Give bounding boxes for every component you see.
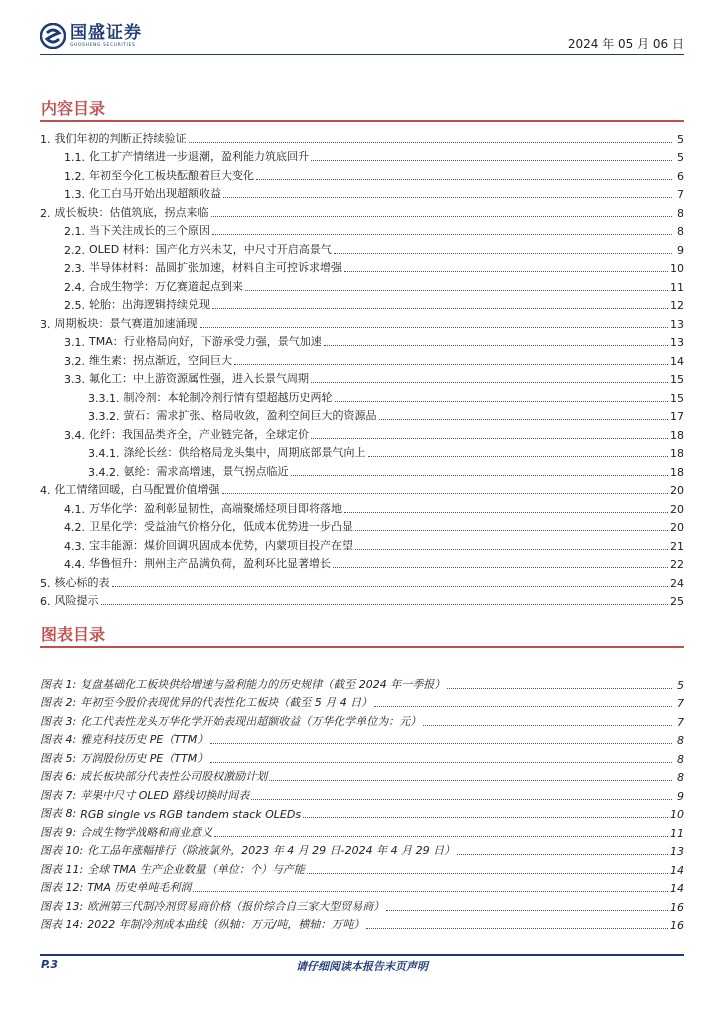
toc-entry-text: 萤石：需求扩张、格局收敛，盈利空间巨大的资源品 — [123, 409, 377, 422]
figure-entry-text: RGB single vs RGB tandem stack OLEDs — [80, 808, 302, 821]
figure-entry-number: 图表 14: — [40, 918, 84, 931]
figure-entry-number: 图表 2: — [40, 696, 77, 709]
toc-entry-number: 2.2. — [64, 243, 85, 257]
figure-entry[interactable] — [40, 766, 684, 785]
toc-entry-number: 5. — [40, 576, 51, 590]
toc-entry-text: 年初至今化工板块酝酿着巨大变化 — [89, 168, 254, 182]
toc-entry-number: 1.2. — [64, 169, 85, 183]
figure-entry-text: 化工代表性龙头万华化学开始表现出超额收益（万华化学单位为：元） — [80, 714, 422, 728]
figure-entry-number: 图表 10: — [40, 844, 84, 857]
toc-entry-number: 3.4. — [64, 428, 85, 442]
toc-entry[interactable] — [40, 460, 684, 479]
toc-entry-text: 轮胎：出海逻辑持续兑现 — [89, 298, 210, 311]
figure-entry-page: 16 — [670, 919, 684, 932]
toc-entry-number: 4.1. — [64, 502, 85, 516]
figure-entry[interactable] — [40, 692, 684, 711]
toc-entry-text: 化工白马开始出现超额收益 — [89, 187, 221, 200]
figure-entry-page: 14 — [670, 863, 684, 877]
brand-sub: GUOSHENG SECURITIES — [70, 43, 136, 48]
brand-logo-icon — [40, 23, 66, 49]
figure-entry-text: 2022 年制冷剂成本曲线（纵轴：万元/吨，横轴：万吨） — [87, 918, 365, 931]
toc-entry[interactable] — [40, 349, 684, 368]
figure-entry[interactable] — [40, 729, 684, 748]
dot-leader — [212, 234, 672, 235]
toc-entry[interactable] — [40, 164, 684, 183]
toc-entry-page: 13 — [670, 336, 684, 349]
toc-entry-text: 半导体材料：晶圆扩张加速，材料自主可控诉求增强 — [89, 261, 342, 274]
dot-leader — [386, 910, 668, 911]
toc-entry-page: 5 — [677, 132, 684, 146]
figure-entry[interactable] — [40, 877, 684, 896]
toc-entry-page: 10 — [670, 262, 684, 275]
toc-entry-text: 卫星化学：受益油气价格分化，低成本优势进一步凸显 — [89, 520, 353, 533]
report-date: 2024 年 05 月 06 日 — [567, 37, 684, 51]
toc-entry-text: OLED 材料：国产化方兴未艾，中尺寸开启高景气 — [89, 242, 332, 256]
toc-entry[interactable] — [40, 405, 684, 424]
toc-entry-page: 5 — [677, 151, 684, 164]
toc-entry-text: 氨纶：需求高增速，景气拐点临近 — [123, 464, 289, 478]
figure-entry[interactable] — [40, 710, 684, 729]
page-number: P.3 — [41, 958, 59, 971]
toc-entry[interactable] — [40, 312, 684, 331]
dot-leader — [222, 493, 669, 494]
toc-entry-number: 3.4.2. — [88, 465, 120, 479]
toc-entry-text: 化工扩产情绪进一步退潮，盈利能力筑底回升 — [89, 150, 309, 163]
dot-leader — [366, 928, 668, 929]
toc-entry-number: 2. — [40, 206, 51, 220]
toc-entry-number: 2.1. — [64, 225, 85, 238]
toc-entry-text: 宝丰能源：煤价回调巩固成本优势，内蒙项目投产在望 — [89, 538, 353, 552]
toc-entry-number: 4.2. — [64, 521, 85, 534]
toc-entry-page: 12 — [670, 299, 684, 312]
figure-entry-number: 图表 12: — [40, 881, 84, 894]
figure-entry-page: 5 — [677, 678, 684, 692]
toc-entry-number: 2.3. — [64, 262, 85, 275]
brand-name: 国盛证券 — [70, 23, 142, 43]
figure-entry-number: 图表 3: — [40, 714, 77, 728]
figure-entry-text: 全球 TMA 生产企业数量（单位：个）与产能 — [87, 862, 305, 876]
toc-entry-page: 7 — [677, 188, 684, 201]
figure-entry-page: 10 — [670, 808, 684, 821]
figure-entry[interactable] — [40, 821, 684, 840]
toc-entry-number: 3.2. — [64, 354, 85, 368]
toc-entry[interactable] — [40, 516, 684, 535]
dot-leader — [368, 456, 669, 457]
dot-leader — [344, 271, 668, 272]
dot-leader — [344, 512, 668, 513]
toc-entry-page: 21 — [670, 539, 684, 553]
figure-entry-text: 苹果中尺寸 OLED 路线切换时间表 — [80, 788, 250, 802]
dot-leader — [193, 891, 668, 892]
dot-leader — [189, 142, 673, 143]
figure-entry-number: 图表 11: — [40, 862, 84, 876]
figure-list — [40, 673, 684, 932]
dot-leader — [245, 290, 668, 291]
dot-leader — [457, 854, 668, 855]
toc-entry[interactable] — [40, 368, 684, 387]
toc-entry-number: 4.4. — [64, 558, 85, 571]
figure-entry-text: TMA 历史单吨毛利润 — [87, 881, 192, 894]
dot-leader — [311, 382, 668, 383]
toc-entry-number: 1. — [40, 132, 51, 146]
dot-leader — [447, 688, 672, 689]
figure-entry[interactable] — [40, 858, 684, 877]
toc-title-underline — [40, 120, 684, 122]
figure-entry-page: 8 — [677, 734, 684, 747]
toc-entry-number: 4.3. — [64, 539, 85, 553]
figure-entry-text: 复盘基础化工板块供给增速与盈利能力的历史规律（截至 2024 年一季报） — [80, 677, 446, 691]
toc-entry-number: 3.3.2. — [88, 410, 120, 423]
toc-entry-number: 3.3.1. — [88, 391, 120, 405]
toc-entry-page: 18 — [670, 447, 684, 460]
dot-leader — [210, 743, 672, 744]
toc-entry-page: 22 — [670, 558, 684, 571]
dot-leader — [311, 160, 672, 161]
toc-entry[interactable] — [40, 331, 684, 350]
toc-entry-page: 20 — [670, 502, 684, 516]
toc-entry-text: 核心标的表 — [54, 575, 110, 589]
figure-entry-text: 合成生物学战略和商业意义 — [80, 825, 213, 839]
toc-entry-text: 成长板块：估值筑底，拐点来临 — [54, 205, 209, 219]
figure-entry-number: 图表 9: — [40, 825, 77, 839]
toc-entry-text: 风险提示 — [54, 594, 99, 607]
toc-entry[interactable] — [40, 386, 684, 405]
toc-entry[interactable] — [40, 183, 684, 202]
dot-leader — [223, 197, 672, 198]
toc-entry-text: 氟化工：中上游资源属性强，进入长景气周期 — [89, 372, 309, 385]
toc-entry-text: 万华化学：盈利彰显韧性，高端聚烯烃项目即将落地 — [89, 501, 342, 515]
toc-entry-text: 化纤：我国品类齐全，产业链完备，全球定价 — [89, 427, 309, 441]
figure-entry-page: 8 — [677, 771, 684, 784]
toc-entry-text: 我们年初的判断正持续验证 — [54, 131, 187, 145]
dot-leader — [335, 401, 669, 402]
dot-leader — [307, 873, 668, 874]
toc-entry[interactable] — [40, 238, 684, 257]
toc-entry[interactable] — [40, 423, 684, 442]
toc-entry-text: 维生素：拐点渐近，空间巨大 — [89, 353, 232, 367]
toc-entry-text: TMA：行业格局向好，下游承受力强，景气加速 — [89, 335, 322, 348]
dot-leader — [212, 308, 668, 309]
figure-entry[interactable] — [40, 895, 684, 914]
figure-entry[interactable] — [40, 914, 684, 933]
dot-leader — [379, 419, 669, 420]
dot-leader — [355, 549, 668, 550]
figure-entry-number: 图表 8: — [40, 807, 77, 820]
toc-entry[interactable] — [40, 553, 684, 572]
dot-leader — [355, 530, 668, 531]
dot-leader — [333, 567, 668, 568]
figure-entry[interactable] — [40, 803, 684, 822]
toc-entry-page: 14 — [670, 354, 684, 368]
figure-entry-text: 万润股份历史 PE（TTM） — [80, 751, 209, 765]
figure-entry-number: 图表 6: — [40, 770, 77, 783]
toc-entry-text: 华鲁恒升：荆州主产品满负荷，盈利环比显著增长 — [89, 557, 331, 570]
toc-entry-page: 13 — [670, 317, 684, 331]
toc-entry-page: 11 — [670, 280, 684, 294]
toc-entry-page: 9 — [677, 243, 684, 257]
figure-entry-page: 11 — [670, 826, 684, 840]
toc-entry-number: 1.1. — [64, 151, 85, 164]
dot-leader — [210, 762, 672, 763]
toc-entry[interactable] — [40, 275, 684, 294]
dot-leader — [423, 725, 672, 726]
toc-entry-number: 3.4.1. — [88, 447, 120, 460]
toc-entry[interactable] — [40, 497, 684, 516]
dot-leader — [291, 475, 669, 476]
brand-logo — [40, 23, 160, 51]
toc-entry-number: 6. — [40, 595, 51, 608]
dot-leader — [211, 216, 673, 217]
page-header — [0, 0, 724, 60]
toc-entry-number: 3.3. — [64, 373, 85, 386]
toc-entry[interactable] — [40, 534, 684, 553]
dot-leader — [256, 179, 672, 180]
toc-entry-page: 18 — [670, 428, 684, 442]
toc-entry[interactable] — [40, 220, 684, 239]
toc-entry[interactable] — [40, 571, 684, 590]
toc-entry-number: 3.1. — [64, 336, 85, 349]
dot-leader — [112, 586, 669, 587]
figure-entry-text: 雅克科技历史 PE（TTM） — [80, 733, 209, 746]
toc-entry[interactable] — [40, 201, 684, 220]
figures-title: 图表目录 — [41, 625, 106, 644]
dot-leader — [251, 799, 672, 800]
toc-entry-text: 合成生物学：万亿赛道起点到来 — [89, 279, 243, 293]
toc-entry-text: 周期板块：景气赛道加速涌现 — [54, 316, 198, 330]
toc-entry-page: 17 — [670, 410, 684, 423]
table-of-contents — [40, 127, 684, 608]
toc-entry-page: 6 — [677, 169, 684, 183]
footer-disclaimer: 请仔细阅读本报告末页声明 — [296, 960, 428, 973]
toc-entry-page: 24 — [670, 576, 684, 590]
dot-leader — [200, 327, 669, 328]
toc-entry-number: 2.5. — [64, 299, 85, 312]
dot-leader — [269, 780, 672, 781]
toc-title: 内容目录 — [41, 99, 106, 118]
dot-leader — [334, 253, 672, 254]
toc-entry-number: 3. — [40, 317, 51, 331]
toc-entry-number: 4. — [40, 484, 51, 497]
toc-entry-page: 8 — [677, 206, 684, 220]
figure-entry-text: 成长板块部分代表性公司股权激励计划 — [80, 770, 268, 783]
dot-leader — [214, 836, 668, 837]
toc-entry-number: 2.4. — [64, 280, 85, 294]
dot-leader — [101, 604, 669, 605]
toc-entry-page: 25 — [670, 595, 684, 608]
figure-entry-text: 年初至今股价表现优异的代表性化工板块（截至 5 月 4 日） — [80, 696, 373, 709]
figure-entry-page: 8 — [677, 752, 684, 766]
toc-entry[interactable] — [40, 479, 684, 498]
toc-entry-page: 20 — [670, 521, 684, 534]
figure-entry-number: 图表 7: — [40, 788, 77, 802]
dot-leader — [374, 706, 672, 707]
figure-entry-number: 图表 4: — [40, 733, 77, 746]
toc-entry-text: 制冷剂：本轮制冷剂行情有望超越历史两轮 — [123, 390, 333, 404]
figure-entry[interactable] — [40, 784, 684, 803]
toc-entry-number: 1.3. — [64, 188, 85, 201]
toc-entry[interactable] — [40, 257, 684, 276]
toc-entry-page: 15 — [670, 391, 684, 405]
figure-entry-text: 化工品年涨幅排行（除液氯外，2023 年 4 月 29 日-2024 年 4 月 29 日） — [87, 844, 456, 857]
toc-entry[interactable] — [40, 294, 684, 313]
header-divider — [40, 54, 684, 55]
figure-entry-number: 图表 5: — [40, 751, 77, 765]
figure-entry-page: 14 — [670, 882, 684, 895]
toc-entry-page: 20 — [670, 484, 684, 497]
figure-entry-number: 图表 13: — [40, 899, 84, 913]
dot-leader — [234, 364, 668, 365]
figure-entry-page: 9 — [677, 789, 684, 803]
toc-entry-page: 18 — [670, 465, 684, 479]
toc-entry-page: 15 — [670, 373, 684, 386]
footer-divider — [40, 954, 684, 956]
figures-title-underline — [40, 646, 684, 648]
figure-entry-page: 7 — [677, 697, 684, 710]
dot-leader — [303, 817, 668, 818]
dot-leader — [311, 438, 668, 439]
figure-entry[interactable] — [40, 840, 684, 859]
figure-entry-page: 13 — [670, 845, 684, 858]
toc-entry[interactable] — [40, 146, 684, 165]
dot-leader — [324, 345, 668, 346]
figure-entry-page: 7 — [677, 715, 684, 729]
toc-entry-text: 涤纶长丝：供给格局龙头集中，周期底部景气向上 — [123, 446, 366, 459]
toc-entry[interactable] — [40, 442, 684, 461]
toc-entry-text: 当下关注成长的三个原因 — [89, 224, 210, 237]
figure-entry-text: 欧洲第三代制冷剂贸易商价格（报价综合自三家大型贸易商） — [87, 899, 385, 913]
toc-entry[interactable] — [40, 127, 684, 146]
figure-entry-number: 图表 1: — [40, 677, 77, 691]
figure-entry[interactable] — [40, 747, 684, 766]
toc-entry-page: 8 — [677, 225, 684, 238]
toc-entry-text: 化工情绪回暖，白马配置价值增强 — [54, 483, 220, 496]
toc-entry[interactable] — [40, 590, 684, 609]
figure-entry-page: 16 — [670, 900, 684, 914]
figure-entry[interactable] — [40, 673, 684, 692]
